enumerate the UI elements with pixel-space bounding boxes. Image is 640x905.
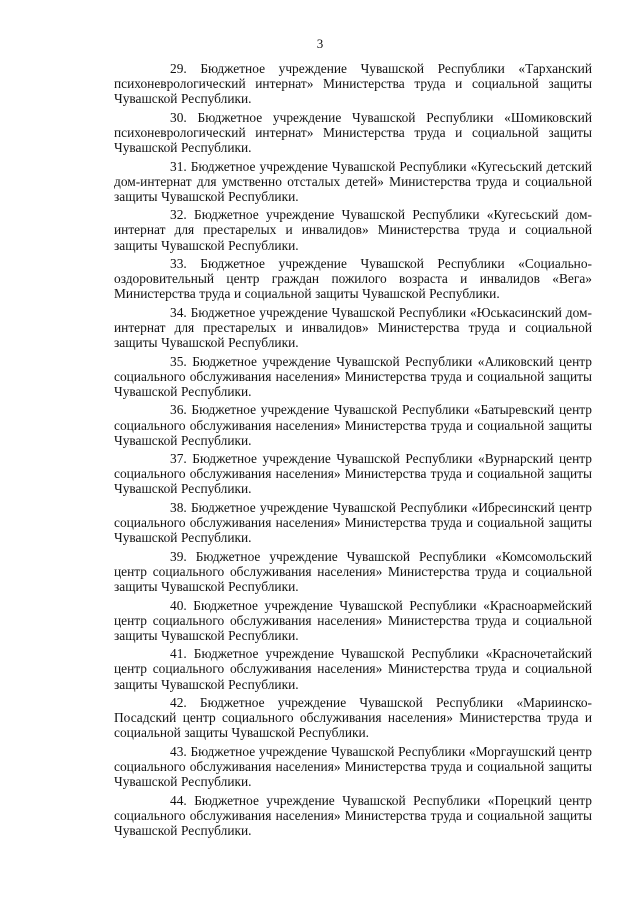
list-item: 39. Бюджетное учреждение Чувашской Республики «Комсомольский центр социального обслуживания населения» Министерства труда и социальной защиты Чувашской Республики.: [114, 548, 592, 594]
list-item: 38. Бюджетное учреждение Чувашской Республики «Ибресинский центр социального обслуживания населения» Министерства труда и социальной защиты Чувашской Республики.: [114, 500, 592, 546]
list-item: 29. Бюджетное учреждение Чувашской Республики «Тарханский психоневрологический интернат» Министерства труда и социальной защиты Чувашской Республики.: [114, 61, 592, 107]
list-item: 34. Бюджетное учреждение Чувашской Республики «Юськасинский дом-интернат для престарелых и инвалидов» Министерства труда и социальной защиты Чувашской Республики.: [114, 304, 592, 351]
list-item: 42. Бюджетное учреждение Чувашской Республики «Мариинско-Посадский центр социального обслуживания населения» Министерства труда и социальной защиты Чувашской Республики.: [114, 695, 592, 741]
list-item: 43. Бюджетное учреждение Чувашской Республики «Моргаушский центр социального обслуживания населения» Министерства труда и социальной защиты Чувашской Республики.: [114, 743, 592, 790]
list-item: 35. Бюджетное учреждение Чувашской Республики «Аликовский центр социального обслуживания населения» Министерства труда и социальной защиты Чувашской Республики.: [114, 353, 592, 399]
page-number: 3: [316, 36, 324, 51]
list-item: 31. Бюджетное учреждение Чувашской Республики «Кугесьский детский дом-интернат для умственно отсталых детей» Министерства труда и социальной защиты Чувашской Республики.: [114, 158, 592, 204]
list-item: 30. Бюджетное учреждение Чувашской Республики «Шомиковский психоневрологический интернат» Министерства труда и социальной защиты Чувашской Республики.: [114, 109, 592, 155]
list-item: 32. Бюджетное учреждение Чувашской Республики «Кугесьский дом-интернат для престарелых и инвалидов» Министерства труда и социальной защиты Чувашской Республики.: [114, 207, 592, 253]
list-item: 37. Бюджетное учреждение Чувашской Республики «Вурнарский центр социального обслуживания населения» Министерства труда и социальной защиты Чувашской Республики.: [114, 451, 592, 497]
institution-list: [114, 61, 592, 842]
list-item: 36. Бюджетное учреждение Чувашской Республики «Батыревский центр социального обслуживания населения» Министерства труда и социальной защиты Чувашской Республики.: [114, 402, 592, 448]
list-item: 44. Бюджетное учреждение Чувашской Республики «Порецкий центр социального обслуживания населения» Министерства труда и социальной защиты Чувашской Республики.: [114, 792, 592, 838]
list-item: 40. Бюджетное учреждение Чувашской Республики «Красноармейский центр социального обслуживания населения» Министерства труда и социальной защиты Чувашской Республики.: [114, 597, 592, 643]
list-item: 41. Бюджетное учреждение Чувашской Республики «Красночетайский центр социального обслуживания населения» Министерства труда и социальной защиты Чувашской Республики.: [114, 646, 592, 692]
list-item: 33. Бюджетное учреждение Чувашской Республики «Социально-оздоровительный центр граждан пожилого возраста и инвалидов «Вега» Министерства труда и социальной защиты Чувашской Республики.: [114, 256, 592, 302]
